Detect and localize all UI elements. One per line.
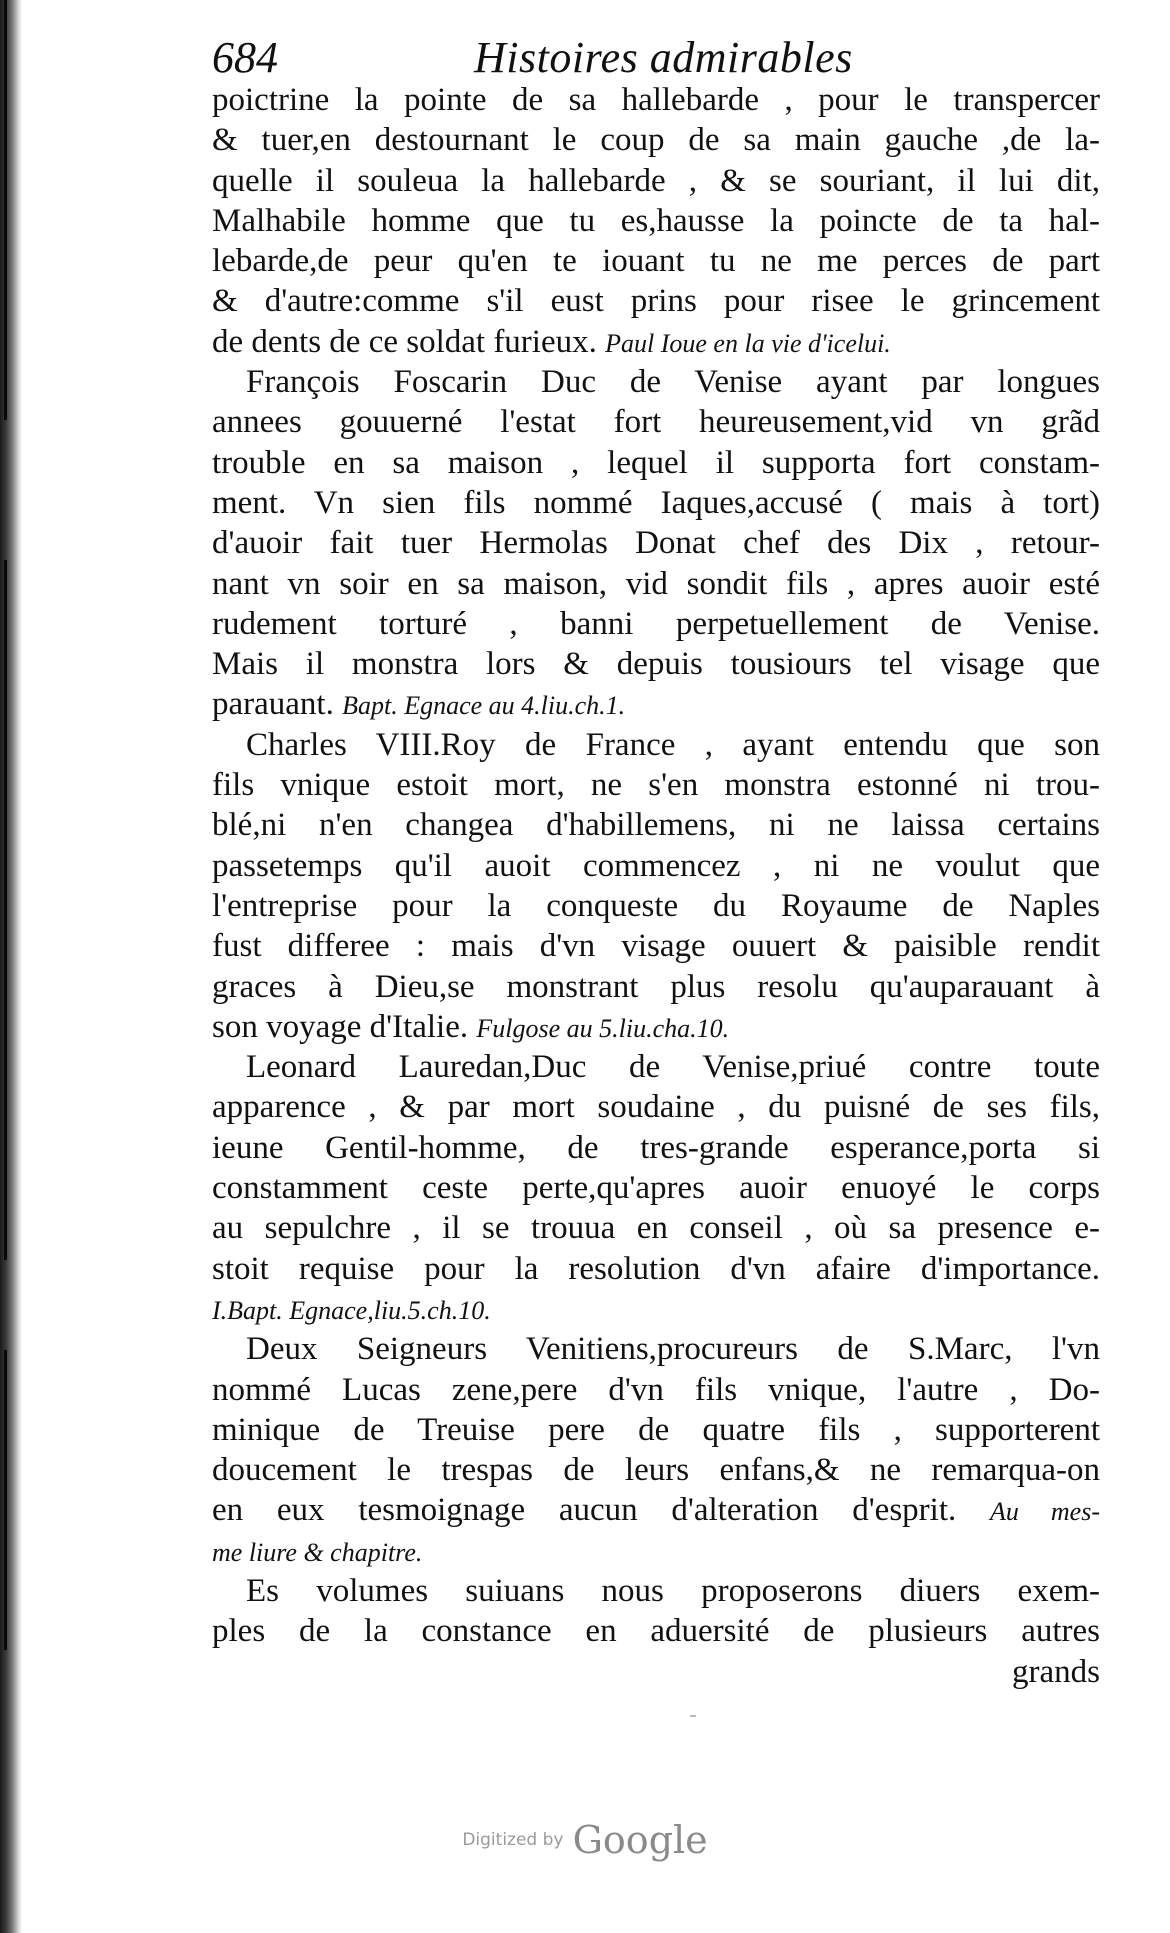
line-text: fust differee : mais d'vn visage ouuert & paisible rendit [212, 928, 1100, 965]
line-text: blé,ni n'en changea d'habillemens, ni ne laissa certains [212, 807, 1100, 844]
text-line [212, 1087, 1100, 1127]
text-line [212, 604, 1100, 644]
text-line [212, 1531, 1100, 1571]
scan-speck [690, 1715, 696, 1717]
text-line [212, 201, 1100, 241]
text-line [212, 1168, 1100, 1208]
line-text: fils vnique estoit mort, ne s'en monstra estonné ni trou- [212, 767, 1100, 804]
text-line [212, 684, 1100, 724]
text-line [212, 443, 1100, 483]
text-line [212, 725, 1100, 765]
gutter-streak [4, 0, 7, 420]
digitized-by-label: Digitized by [462, 1830, 564, 1850]
text-line [212, 1571, 1100, 1611]
text-line [212, 644, 1100, 684]
text-line [212, 483, 1100, 523]
line-text: Es volumes suiuans nous proposerons diuers exem- [246, 1572, 1100, 1609]
text-line [212, 1249, 1100, 1289]
text-line [212, 1370, 1100, 1410]
citation-reference: Bapt. Egnace au 4.liu.ch.1. [342, 691, 626, 721]
line-text: en eux tesmoignage aucun d'alteration d'esprit. [212, 1492, 957, 1529]
line-text: son voyage d'Italie. [212, 1008, 469, 1045]
line-text: rudement torturé , banni perpetuellement de Venise. [212, 605, 1100, 642]
line-text: Malhabile homme que tu es,hausse la poincte de ta hal- [212, 202, 1100, 239]
text-line [212, 1611, 1100, 1651]
text-line [212, 1450, 1100, 1490]
citation-reference: Paul Ioue en la vie d'icelui. [605, 328, 891, 358]
text-line [212, 523, 1100, 563]
line-text: doucement le trespas de leurs enfans,& ne remarqua-on [212, 1452, 1100, 1489]
text-line [212, 564, 1100, 604]
line-text: ment. Vn sien fils nommé Iaques,accusé ( mais à tort) [212, 484, 1100, 521]
line-text: minique de Treuise pere de quatre fils , supporterent [212, 1411, 1100, 1448]
line-text: de dents de ce soldat furieux. [212, 323, 597, 360]
gutter-streak [4, 560, 7, 1260]
citation-reference: Fulgose au 5.liu.cha.10. [476, 1013, 730, 1043]
line-text: annees gouuerné l'estat fort heureusement,vid vn grãd [212, 404, 1100, 441]
text-line [212, 322, 1100, 362]
text-line [212, 846, 1100, 886]
text-line [212, 1128, 1100, 1168]
text-line [212, 1652, 1100, 1692]
line-text: apparence , & par mort soudaine , du puisné de ses fils, [212, 1089, 1100, 1126]
line-text: nommé Lucas zene,pere d'vn fils vnique, l'autre , Do- [212, 1371, 1100, 1408]
line-text: Deux Seigneurs Venitiens,procureurs de S.Marc, l'vn [246, 1331, 1100, 1368]
line-text: ieune Gentil-homme, de tres-grande esperance,porta si [212, 1129, 1100, 1166]
line-text: parauant. [212, 686, 334, 723]
line-text: graces à Dieu,se monstrant plus resolu qu'auparauant à [212, 968, 1100, 1005]
text-line [212, 1007, 1100, 1047]
text-line [212, 80, 1100, 120]
text-line [212, 886, 1100, 926]
line-text: lebarde,de peur qu'en te iouant tu ne me perces de part [212, 243, 1100, 280]
text-line [212, 1410, 1100, 1450]
line-text: & tuer,en destournant le coup de sa main gauche ,de la- [212, 122, 1100, 159]
page-gutter-shadow [0, 0, 22, 1933]
line-text: poictrine la pointe de sa hallebarde , pour le transpercer [212, 82, 1100, 118]
body-text [212, 80, 1100, 1692]
line-text: François Foscarin Duc de Venise ayant par longues [246, 364, 1100, 401]
page-number: 684 [212, 33, 278, 82]
gutter-streak [4, 1350, 7, 1650]
page-header [212, 22, 1092, 88]
citation-reference: I.Bapt. Egnace,liu.5.ch.10. [212, 1295, 491, 1325]
line-text: Leonard Lauredan,Duc de Venise,priué contre toute [246, 1049, 1100, 1086]
text-line [212, 281, 1100, 321]
line-text: quelle il souleua la hallebarde , & se souriant, il lui dit, [212, 162, 1100, 199]
citation-reference: Au mes- [990, 1497, 1100, 1527]
text-line [212, 1490, 1100, 1530]
line-text: stoit requise pour la resolution d'vn afaire d'importance. [212, 1250, 1100, 1287]
citation-reference: me liure & chapitre. [212, 1537, 423, 1567]
line-text: & d'autre:comme s'il eust prins pour risee le grincement [212, 283, 1100, 320]
text-line [212, 967, 1100, 1007]
line-text: passetemps qu'il auoit commencez , ni ne voulut que [212, 847, 1100, 884]
line-text: Mais il monstra lors & depuis tousiours tel visage que [212, 646, 1100, 683]
text-line [212, 1289, 1100, 1329]
line-text: d'auoir fait tuer Hermolas Donat chef des Dix , retour- [212, 525, 1100, 562]
text-line [212, 402, 1100, 442]
line-text: constamment ceste perte,qu'apres auoir enuoyé le corps [212, 1170, 1100, 1207]
line-text: grands [1012, 1653, 1100, 1690]
text-line [212, 362, 1100, 402]
line-text: nant vn soir en sa maison, vid sondit fils , apres auoir esté [212, 565, 1100, 602]
running-title: Histoires admirables [474, 33, 853, 82]
google-wordmark: Google [572, 1818, 708, 1862]
digitization-footer [0, 1818, 1170, 1878]
text-line [212, 1047, 1100, 1087]
line-text: ples de la constance en aduersité de plusieurs autres [212, 1613, 1100, 1650]
text-line [212, 1329, 1100, 1369]
text-line [212, 241, 1100, 281]
text-line [212, 765, 1100, 805]
text-line [212, 926, 1100, 966]
text-line [212, 1208, 1100, 1248]
line-text: Charles VIII.Roy de France , ayant entendu que son [246, 726, 1100, 763]
line-text: au sepulchre , il se trouua en conseil , où sa presence e- [212, 1210, 1100, 1247]
text-line [212, 805, 1100, 845]
line-text: trouble en sa maison , lequel il supporta fort constam- [212, 444, 1100, 481]
text-line [212, 120, 1100, 160]
line-text: l'entreprise pour la conqueste du Royaume de Naples [212, 887, 1100, 924]
text-line [212, 161, 1100, 201]
